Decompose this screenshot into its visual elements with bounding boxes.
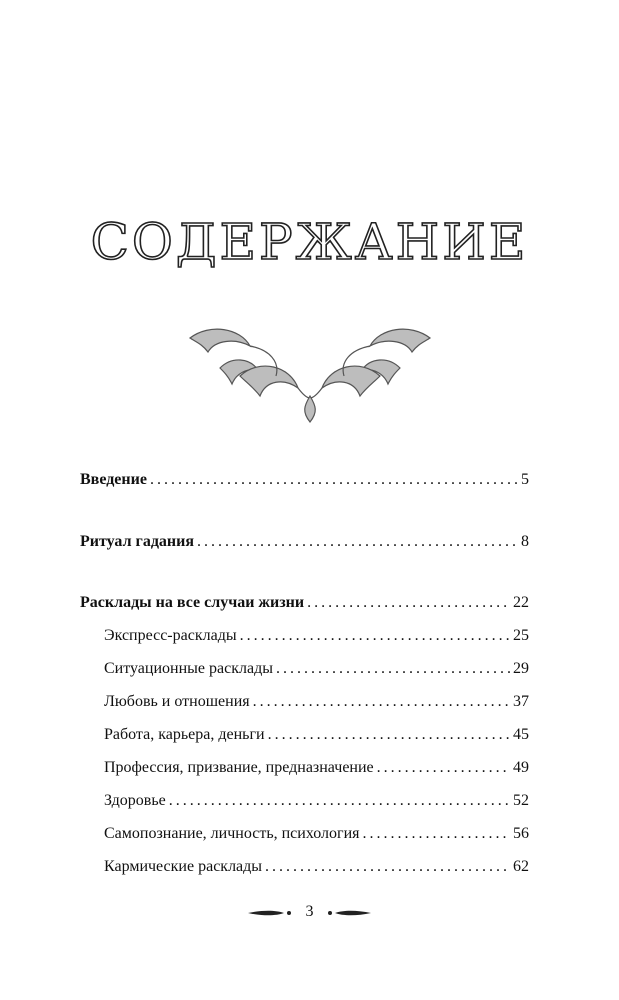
leader-dots — [150, 470, 518, 490]
toc-entry-page: 5 — [521, 471, 529, 488]
toc-subentry-health[interactable] — [104, 791, 529, 811]
leader-dots — [240, 626, 510, 646]
leader-dots — [253, 692, 510, 712]
leader-dots — [197, 532, 518, 552]
toc-subentry-situational[interactable] — [104, 659, 529, 679]
leader-dots — [265, 857, 510, 877]
toc-entry-introduction[interactable] — [80, 470, 529, 490]
leader-dots — [268, 725, 510, 745]
toc-subentry-profession[interactable] — [104, 758, 529, 778]
leader-dots — [377, 758, 510, 778]
toc-entry-page: 25 — [513, 627, 529, 644]
toc-subentry-self[interactable] — [104, 824, 529, 844]
toc-entry-ritual[interactable] — [80, 532, 529, 552]
leader-dots — [307, 593, 510, 613]
toc-entry-page: 22 — [513, 594, 529, 611]
leader-dots — [276, 659, 510, 679]
toc-entry-label: Здоровье — [104, 792, 166, 809]
toc-entry-page: 45 — [513, 726, 529, 743]
toc-entry-page: 52 — [513, 792, 529, 809]
toc-entry-label: Ситуационные расклады — [104, 660, 273, 677]
toc-entry-label: Работа, карьера, деньги — [104, 726, 265, 743]
toc-entry-label: Ритуал гадания — [80, 533, 194, 550]
toc-entry-spreads[interactable] — [80, 593, 529, 613]
toc-entry-page: 49 — [513, 759, 529, 776]
toc-subentry-express[interactable] — [104, 626, 529, 646]
toc-entry-label: Любовь и отношения — [104, 693, 250, 710]
toc-subentry-work[interactable] — [104, 725, 529, 745]
toc-entry-page: 8 — [521, 533, 529, 550]
toc-entry-page: 62 — [513, 858, 529, 875]
floral-ornament-icon — [180, 318, 440, 428]
page-number: 3 — [305, 903, 314, 920]
leader-dots — [363, 824, 511, 844]
toc-entry-page: 29 — [513, 660, 529, 677]
toc-entry-label: Самопознание, личность, психология — [104, 825, 360, 842]
toc-entry-label: Профессия, призвание, предназначение — [104, 759, 374, 776]
toc-entry-label: Экспресс-расклады — [104, 627, 237, 644]
toc-entry-label: Введение — [80, 471, 147, 488]
leader-dots — [169, 791, 510, 811]
toc-entry-label: Расклады на все случаи жизни — [80, 594, 305, 611]
toc-entry-page: 37 — [513, 693, 529, 710]
toc-subentry-karmic[interactable] — [104, 857, 529, 877]
page-title: СОДЕРЖАНИЕ — [90, 213, 529, 271]
toc-subentry-love[interactable] — [104, 692, 529, 712]
toc-entry-label: Кармические расклады — [104, 858, 263, 875]
toc-entry-page: 56 — [513, 825, 529, 842]
